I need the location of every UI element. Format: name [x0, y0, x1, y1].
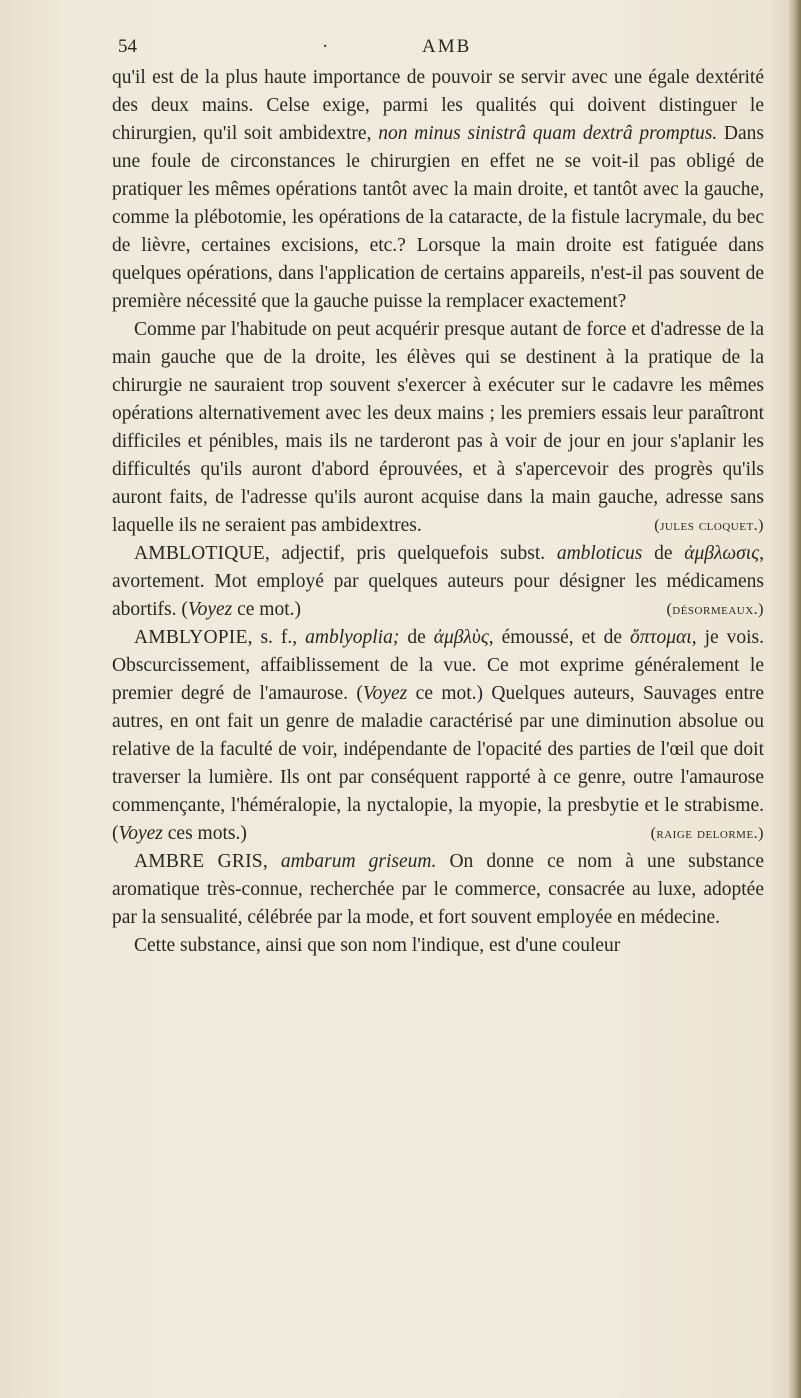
author-signature: (raige delorme.) [650, 825, 764, 842]
page-edge-shadow [787, 0, 801, 1398]
text-run: ces mots.) [162, 823, 247, 844]
cross-reference: Voyez [187, 599, 233, 620]
entry-headword: AMBLOTIQUE [134, 543, 265, 564]
text-run: , je vois. Obscurcissement, affaiblissement de la vue. Ce mot exprime généralement le premier degré de l'amaurose. ( [112, 627, 764, 704]
text-run: , [262, 851, 281, 872]
paragraph-ambidextre-training [112, 316, 764, 540]
body-text [112, 64, 764, 960]
cross-reference: Voyez [362, 683, 408, 704]
latin-quote: non minus sinistrâ quam dextrâ promptus. [378, 123, 718, 144]
paragraph-ambidextre-continued [112, 64, 764, 316]
latin-term: ambloticus [556, 543, 643, 564]
author-signature: (jules cloquet.) [654, 517, 764, 534]
running-header [112, 36, 764, 60]
cross-reference: Voyez [118, 823, 163, 844]
text-run: , avortement. Mot employé par quelques auteurs pour désigner les médicamens abortifs. ( [112, 543, 764, 620]
header-separator: · [322, 36, 329, 57]
text-run: , émoussé, et de [488, 627, 631, 648]
entry-amblotique [112, 540, 764, 624]
text-run: Dans une foule de circonstances le chirurgien en effet ne se voit-il pas obligé de pratiquer les mêmes opérations tantôt avec la main droite, et tantôt avec la gauche, comme la plébotomie, les opérations de la cataracte, de la fistule lacrymale, du bec de lièvre, certaines excisions, etc.? Lorsque la main droite est fatiguée dans quelques opérations, dans l'application de certains appareils, n'est-il pas souvent de première nécessité que la gauche puisse la remplacer exactement? [112, 123, 765, 312]
greek-etymon: ὄπτομαι [630, 627, 692, 648]
paragraph-ambre-description [112, 932, 764, 960]
entry-headword: AMBRE GRIS [134, 851, 263, 872]
greek-etymon: ἀμβλὺς [433, 627, 489, 648]
text-run: ce mot.) Quelques auteurs, Sauvages entre autres, en ont fait un genre de maladie caractérisé par une diminution absolue ou relative de la faculté de voir, indépendante de l'opacité des parties de l'œil que doit traverser la lumière. Ils ont par conséquent rapporté à ce genre, outre l'amaurose commençante, l'héméralopie, la nyctalopie, la myopie, la presbytie et le strabisme. ( [112, 683, 765, 844]
text-run: de [642, 543, 685, 564]
page-number: 54 [118, 36, 137, 57]
greek-etymon: ἀμβλωσις [684, 543, 760, 564]
text-run: Comme par l'habitude on peut acquérir presque autant de force et d'adresse de la main gauche que de la droite, les élèves qui se destinent à la pratique de la chirurgie ne sauraient trop souvent s'exercer à exécuter sur le cadavre les mêmes opérations alternativement avec les deux mains ; les premiers essais leur paraîtront difficiles et pénibles, mais ils ne tarderont pas à voir de jour en jour s'aplanir les difficultés qu'ils auront d'abord éprouvées, et à s'apercevoir des progrès qu'ils auront faits, de l'adresse qu'ils auront acquise dans la main gauche, adresse sans laquelle ils ne seraient pas ambidextres. [112, 319, 764, 536]
latin-term: ambarum griseum. [280, 851, 437, 872]
entry-amblyopie [112, 624, 764, 848]
text-run: , adjectif, pris quelquefois subst. [264, 543, 557, 564]
entry-ambre-gris [112, 848, 764, 932]
text-run: , s. f., [247, 627, 306, 648]
entry-headword: AMBLYOPIE [134, 627, 248, 648]
text-run: ce mot.) [232, 599, 301, 620]
running-title: AMB [422, 36, 472, 57]
author-signature: (désormeaux.) [666, 601, 764, 618]
text-run: de [399, 627, 434, 648]
text-run: qu'il est de la plus haute importance de pouvoir se servir avec une égale dextérité des deux mains. Celse exige, parmi les qualités qui doivent distinguer le chirurgien, qu'il soit ambidextre, [112, 67, 764, 144]
latin-term: amblyoplia; [305, 627, 400, 648]
text-run: Cette substance, ainsi que son nom l'indique, est d'une couleur [134, 935, 621, 956]
text-run: On donne ce nom à une substance aromatique très-connue, recherchée par le commerce, consacrée au luxe, adoptée par la sensualité, célébrée par la mode, et fort souvent employée en médecine. [112, 851, 764, 928]
